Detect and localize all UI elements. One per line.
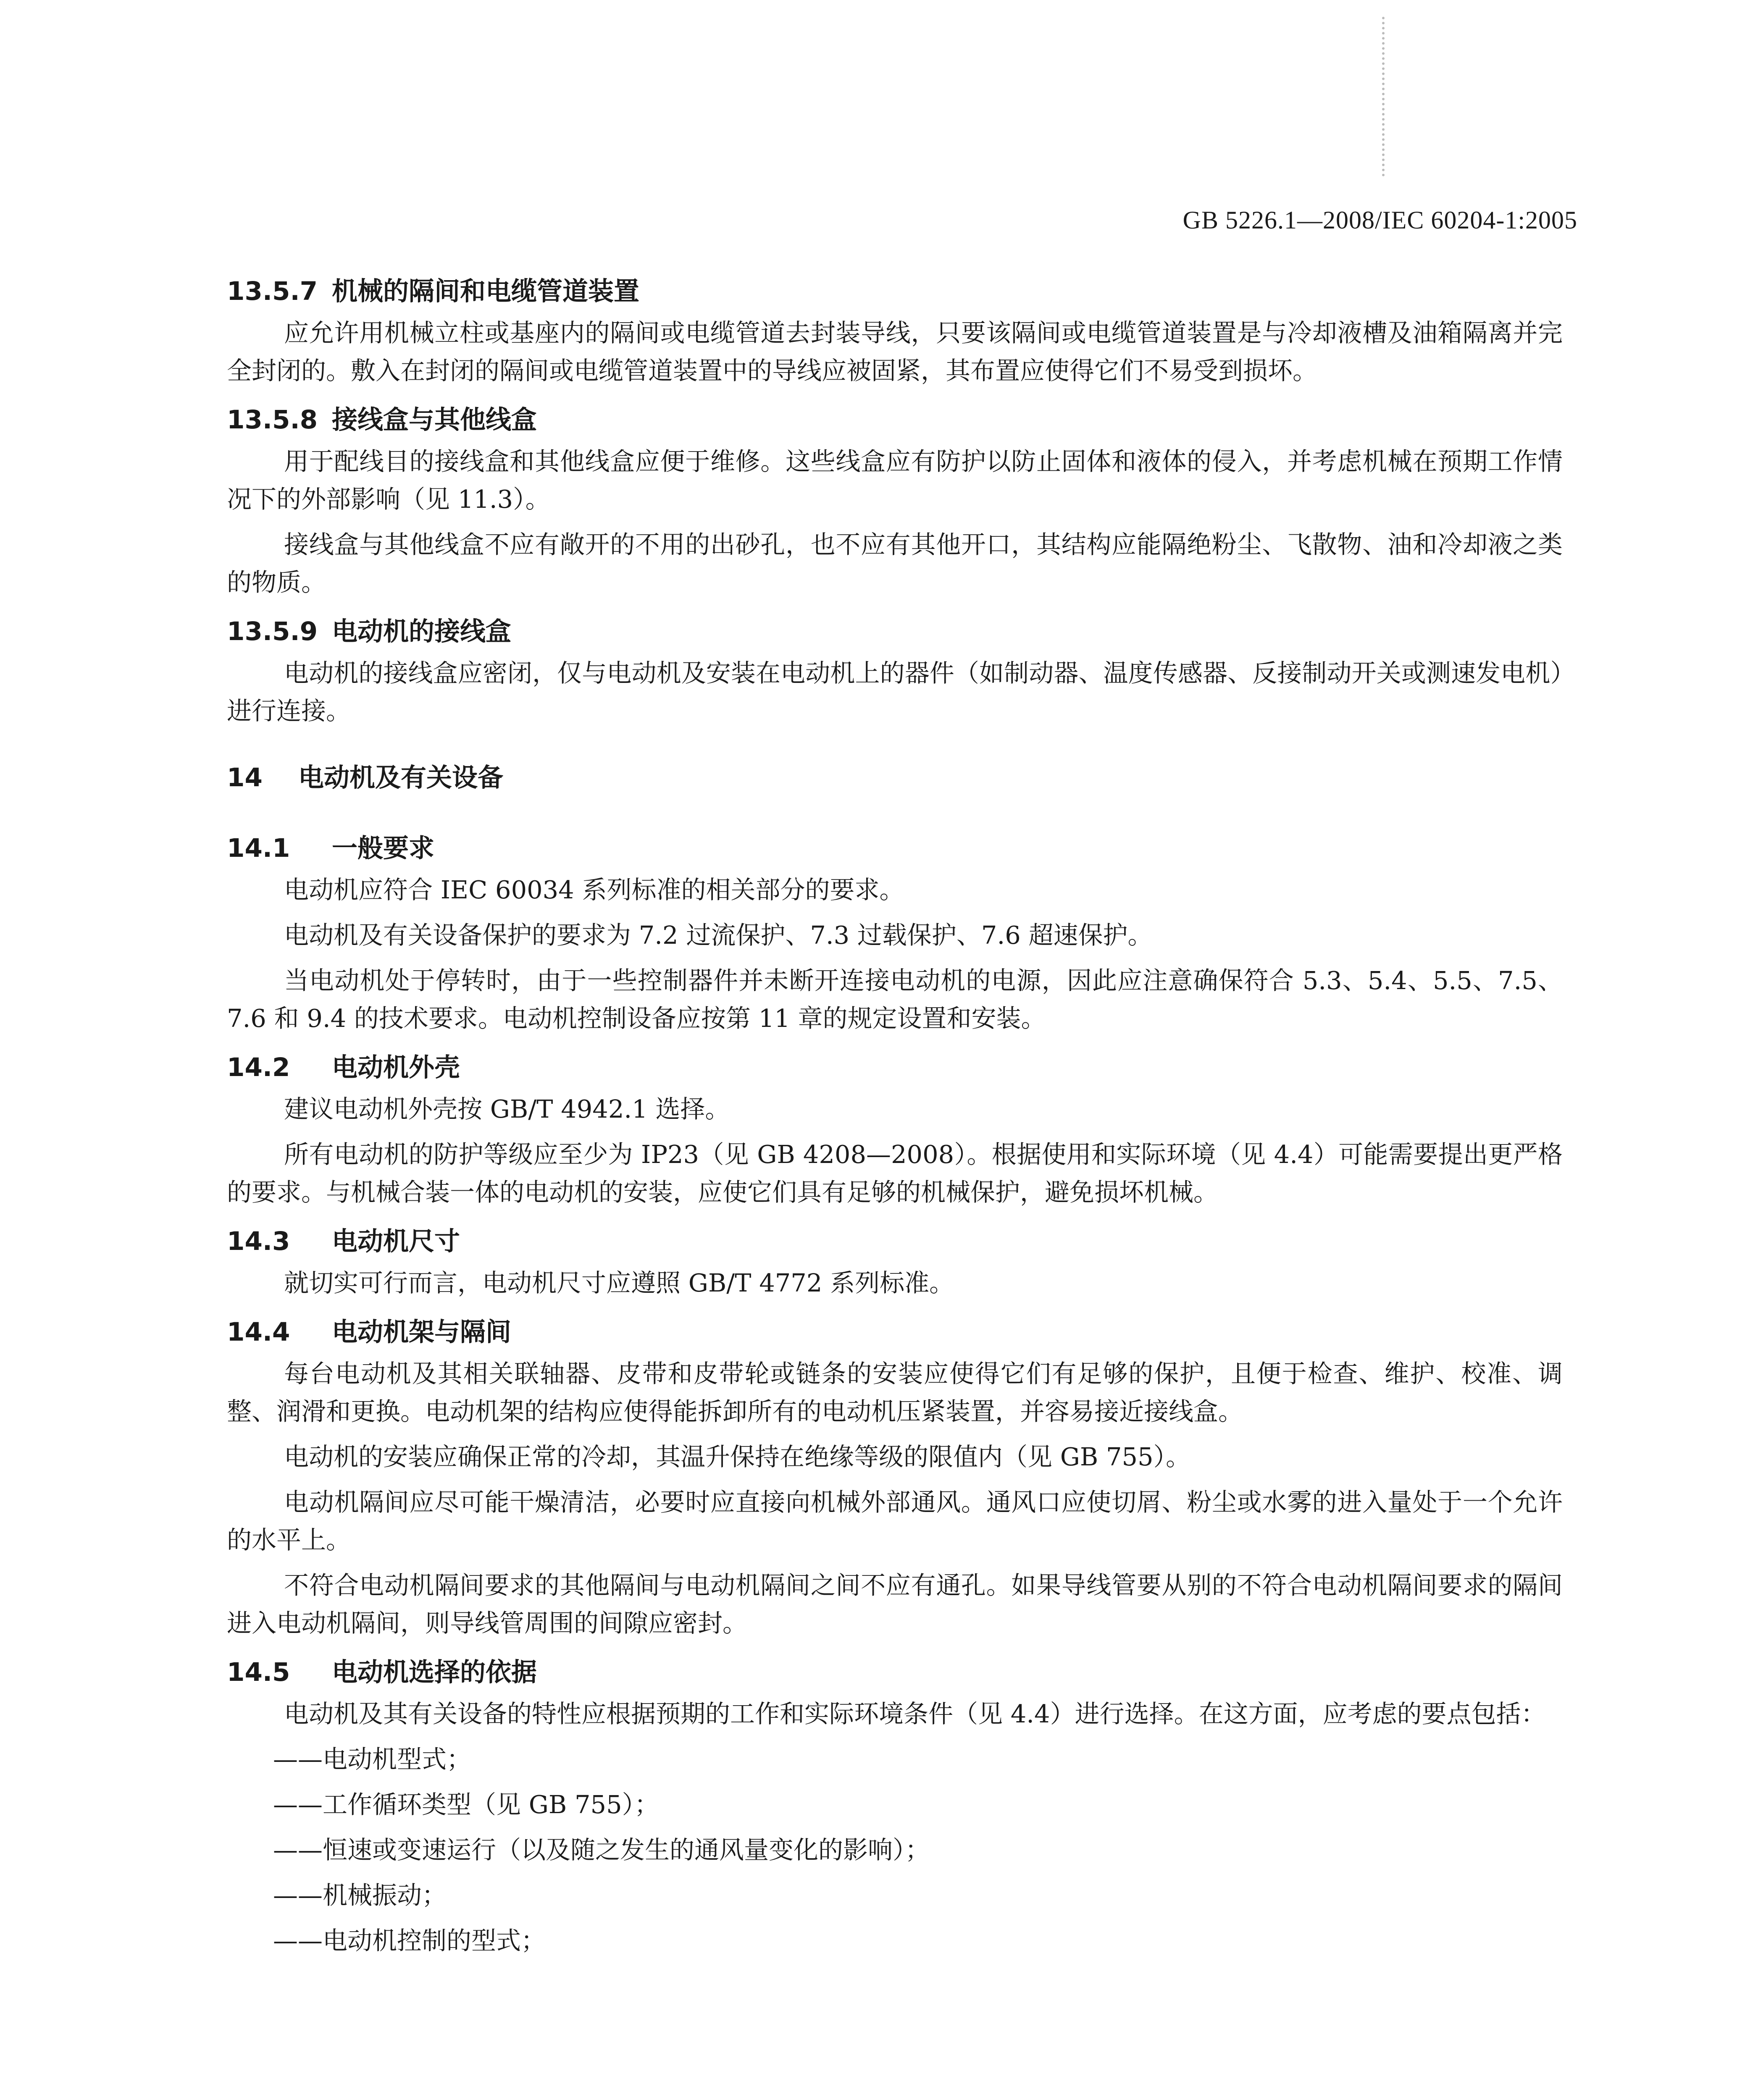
section-title: 接线盒与其他线盒: [332, 405, 537, 435]
list-item: ——电动机型式；: [273, 1745, 472, 1774]
section-title: 电动机外壳: [332, 1053, 460, 1082]
list-item: ——机械振动；: [273, 1881, 447, 1910]
paragraph: 电动机的接线盒应密闭，仅与电动机及安装在电动机上的器件（如制动器、温度传感器、反接制动开关或测速发电机）进行连接。: [227, 659, 1563, 725]
paragraph: 电动机的安装应确保正常的冷却，其温升保持在绝缘等级的限值内（见 GB 755）。: [284, 1442, 1191, 1471]
chapter-title: 电动机及有关设备: [298, 763, 504, 793]
paragraph: 电动机及有关设备保护的要求为 7.2 过流保护、7.3 过载保护、7.6 超速保护。: [284, 921, 1153, 950]
section-number: 13.5.9: [227, 617, 318, 646]
section-number: 14.3: [227, 1226, 290, 1256]
list-item: ——工作循环类型（见 GB 755）；: [273, 1790, 660, 1819]
section-heading: [227, 1045, 1563, 1090]
section-number: 13.5.8: [227, 405, 318, 435]
list-item: ——电动机控制的型式；: [273, 1926, 546, 1955]
document-body: [227, 269, 1563, 1967]
paragraph: 当电动机处于停转时，由于一些控制器件并未断开连接电动机的电源，因此应注意确保符合 5.3、5.4、5.5、7.5、7.6 和 9.4 的技术要求。电动机控制设备应按第 11 章的规定设置和安装。: [227, 966, 1563, 1033]
section-number: 14.2: [227, 1053, 290, 1082]
section-title: 电动机尺寸: [332, 1226, 460, 1256]
scan-artifact: [1382, 17, 1387, 176]
paragraph: 不符合电动机隔间要求的其他隔间与电动机隔间之间不应有通孔。如果导线管要从别的不符合电动机隔间要求的隔间进入电动机隔间，则导线管周围的间隙应密封。: [227, 1571, 1563, 1638]
section-14-3: [227, 1219, 1563, 1302]
section-number: 13.5.7: [227, 276, 318, 306]
paragraph: 接线盒与其他线盒不应有敞开的不用的出砂孔，也不应有其他开口，其结构应能隔绝粉尘、飞散物、油和冷却液之类的物质。: [227, 530, 1563, 597]
section-heading: [227, 397, 1563, 443]
paragraph: 电动机及其有关设备的特性应根据预期的工作和实际环境条件（见 4.4）进行选择。在这方面，应考虑的要点包括：: [284, 1699, 1546, 1728]
section-heading: [227, 826, 1563, 871]
paragraph: 每台电动机及其相关联轴器、皮带和皮带轮或链条的安装应使得它们有足够的保护，且便于检查、维护、校准、调整、润滑和更换。电动机架的结构应使得能拆卸所有的电动机压紧装置，并容易接近接线盒。: [227, 1359, 1563, 1426]
paragraph: 就切实可行而言，电动机尺寸应遵照 GB/T 4772 系列标准。: [284, 1268, 954, 1297]
section-heading: [227, 1310, 1563, 1355]
section-heading: [227, 609, 1563, 654]
chapter-heading: [227, 755, 1563, 801]
paragraph: 电动机隔间应尽可能干燥清洁，必要时应直接向机械外部通风。通风口应使切屑、粉尘或水雾的进入量处于一个允许的水平上。: [227, 1488, 1563, 1554]
section-title: 电动机选择的依据: [332, 1657, 537, 1687]
section-number: 14.1: [227, 833, 290, 863]
section-14-4: [227, 1310, 1563, 1642]
paragraph: 电动机应符合 IEC 60034 系列标准的相关部分的要求。: [284, 875, 904, 904]
list-item: ——恒速或变速运行（以及随之发生的通风量变化的影响）；: [273, 1835, 930, 1864]
section-title: 一般要求: [332, 833, 435, 863]
standard-number-header: GB 5226.1—2008/IEC 60204-1:2005: [1183, 206, 1577, 234]
paragraph: 用于配线目的接线盒和其他线盒应便于维修。这些线盒应有防护以防止固体和液体的侵入，并考虑机械在预期工作情况下的外部影响（见 11.3）。: [227, 447, 1563, 514]
paragraph: 应允许用机械立柱或基座内的隔间或电缆管道去封装导线，只要该隔间或电缆管道装置是与冷却液槽及油箱隔离并完全封闭的。敷入在封闭的隔间或电缆管道装置中的导线应被固紧，其布置应使得它们不易受到损坏。: [227, 318, 1563, 385]
section-14-2: [227, 1045, 1563, 1211]
section-title: 机械的隔间和电缆管道装置: [332, 276, 640, 306]
section-heading: [227, 1219, 1563, 1264]
section-heading: [227, 1650, 1563, 1695]
section-title: 电动机的接线盒: [332, 617, 512, 646]
section-13-5-8: [227, 397, 1563, 601]
section-13-5-9: [227, 609, 1563, 730]
paragraph: 所有电动机的防护等级应至少为 IP23（见 GB 4208—2008）。根据使用和实际环境（见 4.4）可能需要提出更严格的要求。与机械合装一体的电动机的安装，应使它们具有足够的机械保护，避免损坏机械。: [227, 1140, 1563, 1207]
section-title: 电动机架与隔间: [332, 1317, 512, 1347]
section-heading: [227, 269, 1563, 314]
section-14-1: [227, 826, 1563, 1037]
section-13-5-7: [227, 269, 1563, 390]
section-number: 14.5: [227, 1657, 290, 1687]
section-number: 14.4: [227, 1317, 290, 1347]
chapter-number: 14: [227, 763, 263, 793]
paragraph: 建议电动机外壳按 GB/T 4942.1 选择。: [284, 1095, 730, 1124]
section-14-5: [227, 1650, 1563, 1960]
